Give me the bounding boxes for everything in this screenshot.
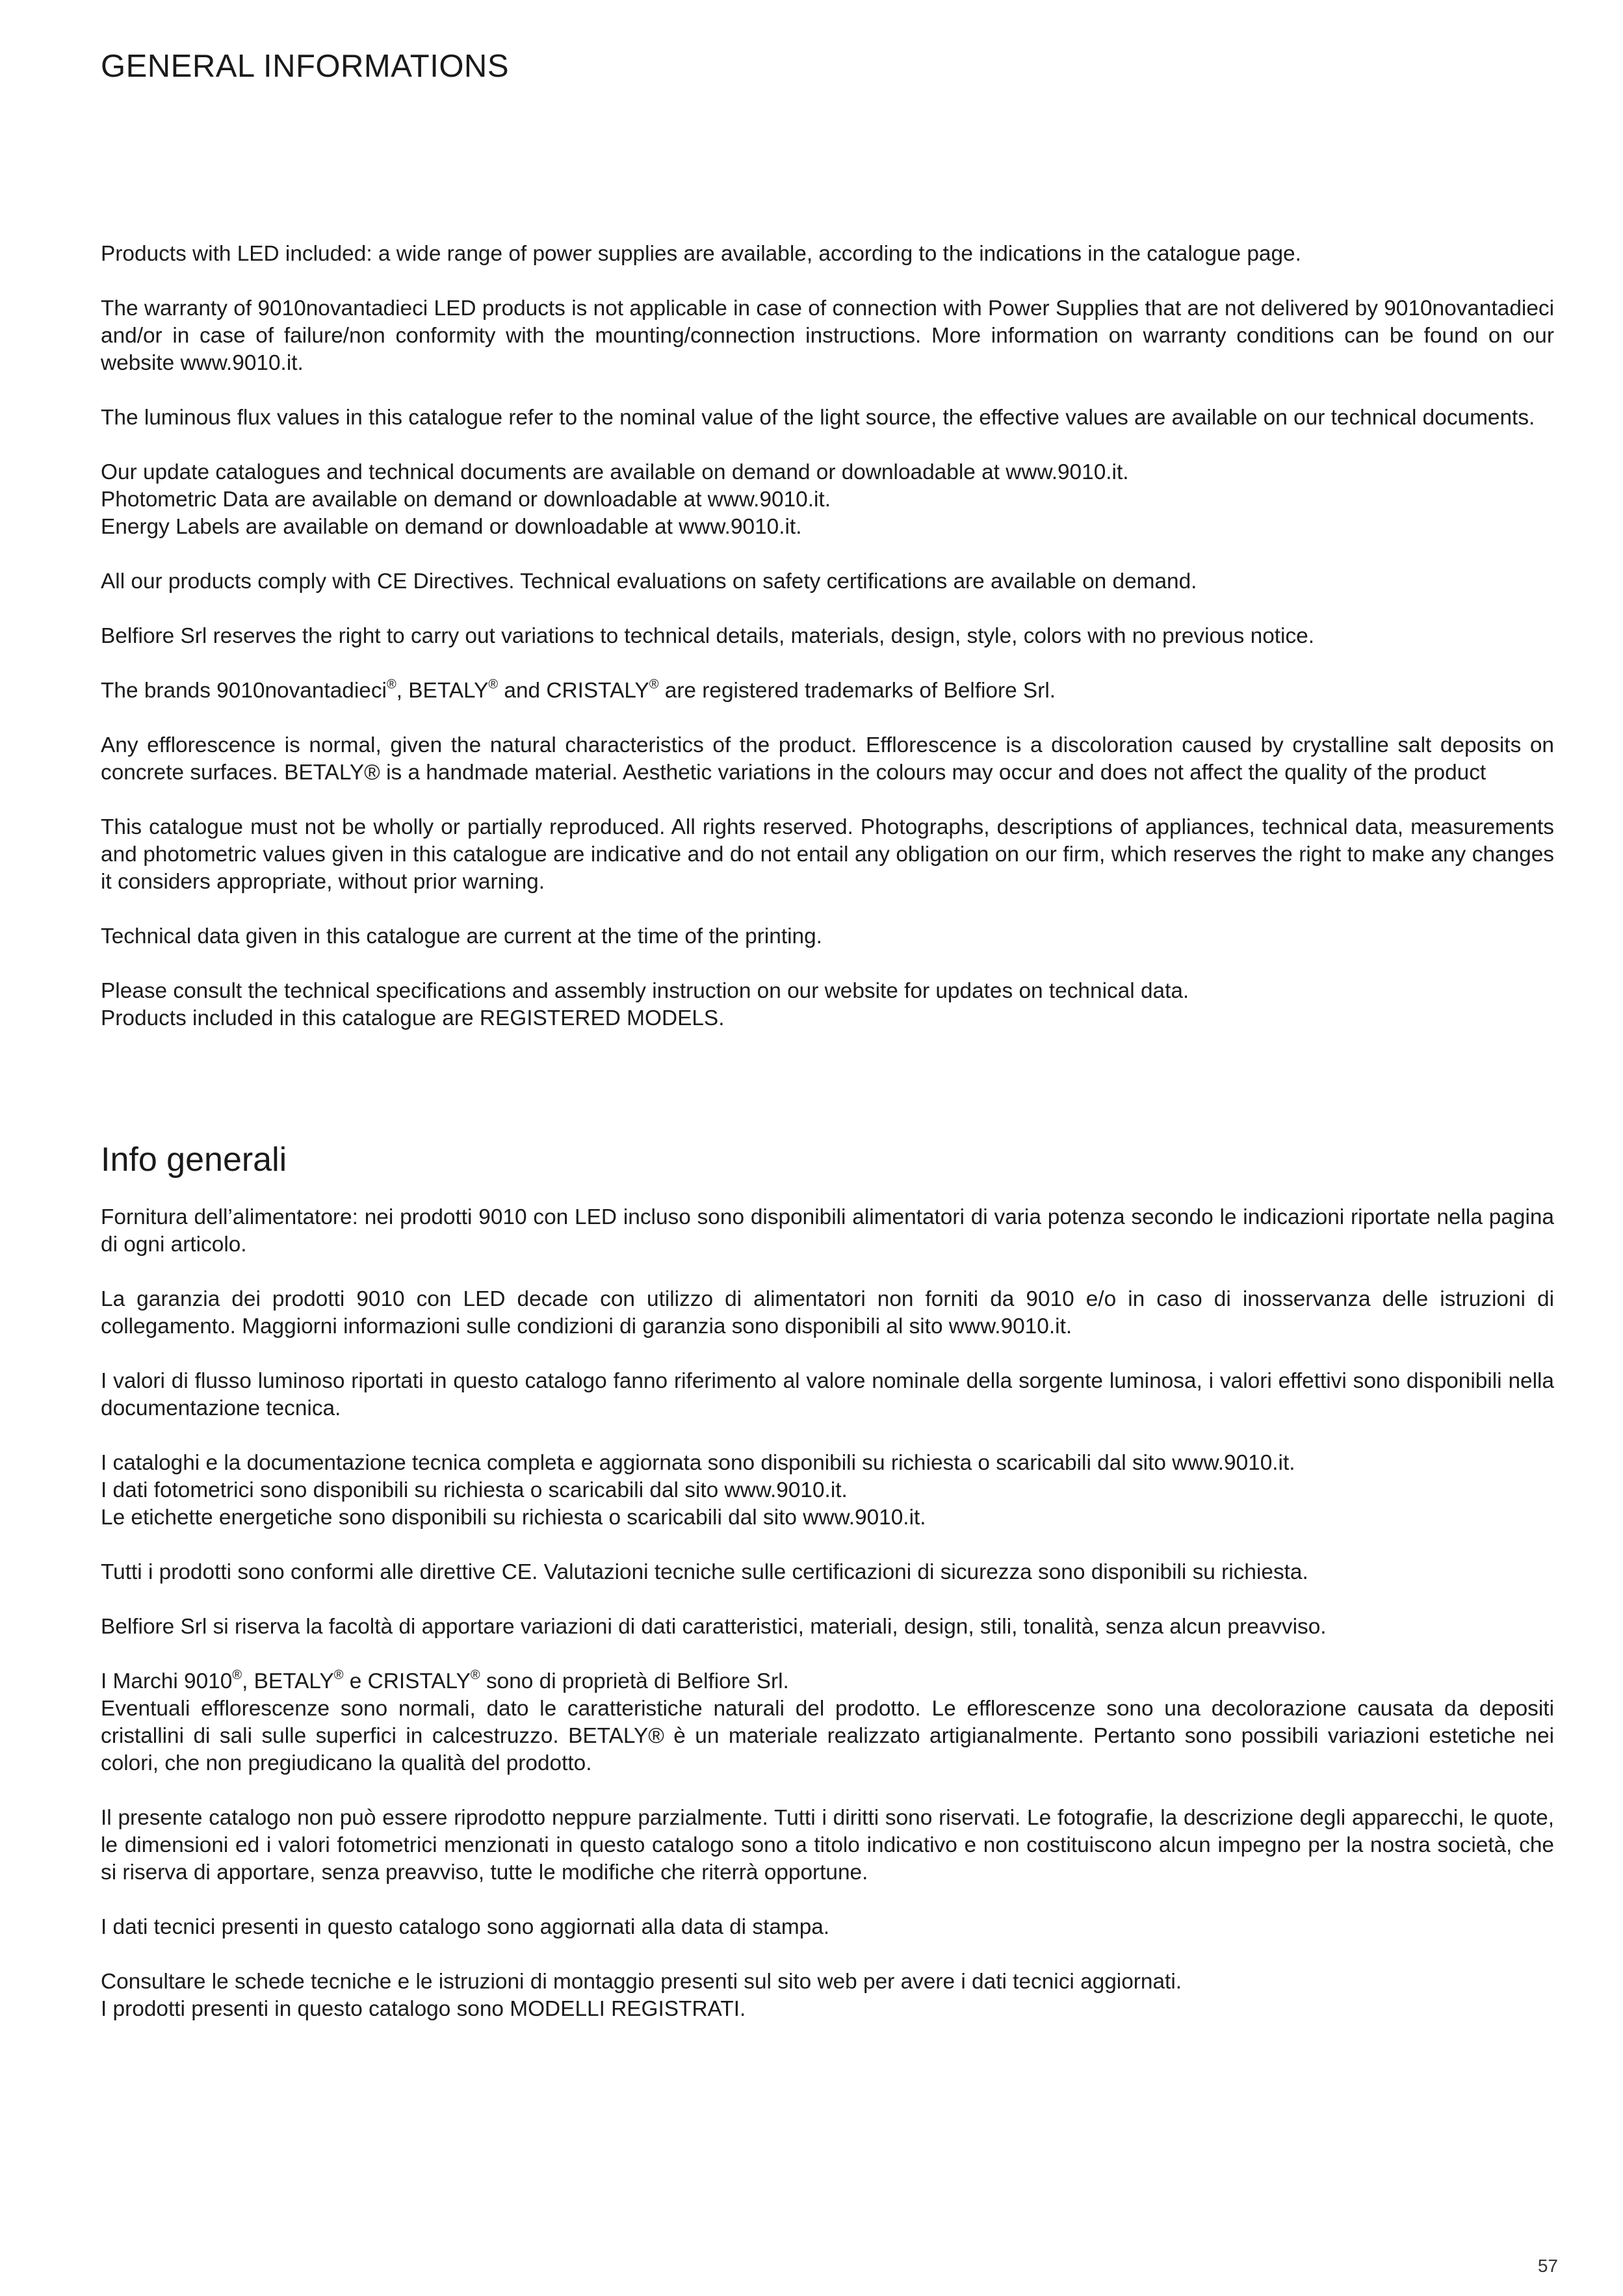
paragrafo-flusso-luminoso: I valori di flusso luminoso riportati in questo catalogo fanno riferimento al valore nominale della sorgente luminosa, i valori effettivi sono disponibili nella documentazione tecnica. — [101, 1369, 1554, 1420]
paragrafo-modelli-registrati — [101, 1968, 1554, 2023]
registered-mark: ® — [649, 677, 659, 692]
registered-mark: ® — [488, 677, 499, 692]
paragrafo-marchi — [101, 1668, 1554, 1777]
paragraph-warranty: The warranty of 9010novantadieci LED products is not applicable in case of connection with Power Supplies that are not delivered by 9010novantadieci and/or in case of failure/non conformity with the mounting/connection instructions. More information on warranty conditions can be found on our website www.9010.it. — [101, 296, 1554, 375]
paragraph-efflorescence: Any efflorescence is normal, given the natural characteristics of the product. Efflorescence is a discoloration caused by crystalline salt deposits on concrete surfaces. BETALY® is a handmade material. Aesthetic variations in the colours may occur and does not affect the quality of the product — [101, 733, 1554, 785]
marchi-riga-1 — [101, 1668, 1554, 1695]
marchi-efflorescenze: Eventuali efflorescenze sono normali, dato le caratteristiche naturali del prodotto. Le efflorescenze sono una decolorazione causata da depositi cristallini di sali sulle superfici in calcestruzzo. BETALY® è un materiale realizzato artigianalmente. Pertanto sono possibili variazioni estetiche nei colori, che non pregiudicano la qualità del prodotto. — [101, 1697, 1554, 1775]
paragraph-power-supplies: Products with LED included: a wide range of power supplies are available, according to the indications in the catalogue page. — [101, 242, 1301, 266]
downloads-line-energy-labels: Energy Labels are available on demand or downloadable at www.9010.it. — [101, 515, 802, 539]
registered-mark: ® — [232, 1668, 242, 1682]
paragrafo-variazioni: Belfiore Srl si riserva la facoltà di apportare variazioni di dati caratteristici, materiali, design, stili, tonalità, senza alcun preavviso. — [101, 1615, 1327, 1639]
registered-models-line-2: Products included in this catalogue are REGISTERED MODELS. — [101, 1006, 725, 1030]
marchi-text-4: sono di proprietà di Belfiore Srl. — [480, 1669, 789, 1693]
paragrafo-copyright: Il presente catalogo non può essere riprodotto neppure parzialmente. Tutti i diritti sono riservati. Le fotografie, la descrizione degli apparecchi, le quote, le dimensioni ed i valori fotometrici menzionati in questo catalogo sono a titolo indicativo e non costituiscono alcun impegno per la nostra società, che si riserva di apportare, senza preavviso, tutte le modifiche che riterrà opportune. — [101, 1806, 1554, 1885]
marchi-text-1: I Marchi 9010 — [101, 1669, 233, 1693]
page-title-en: GENERAL INFORMATIONS — [101, 49, 510, 84]
download-riga-fotometrici: I dati fotometrici sono disponibili su richiesta o scaricabili dal sito www.9010.it. — [101, 1478, 848, 1502]
paragrafo-dati-tecnici: I dati tecnici presenti in questo catalogo sono aggiornati alla data di stampa. — [101, 1915, 830, 1939]
paragraph-copyright: This catalogue must not be wholly or partially reproduced. All rights reserved. Photographs, descriptions of appliances, technical data, measurements and photometric values given in this catalogue are indicative and do not entail any obligation on our firm, which reserves the right to make any changes it considers appropriate, without prior warning. — [101, 815, 1554, 894]
paragraph-registered-models — [101, 978, 1554, 1032]
paragraph-technical-data: Technical data given in this catalogue are current at the time of the printing. — [101, 924, 822, 948]
marchi-text-2: , BETALY — [242, 1669, 334, 1693]
download-riga-cataloghi: I cataloghi e la documentazione tecnica completa e aggiornata sono disponibili su richiesta o scaricabili dal sito www.9010.it. — [101, 1451, 1295, 1475]
registered-mark: ® — [333, 1668, 344, 1682]
modelli-registrati-riga-2: I prodotti presenti in questo catalogo sono MODELLI REGISTRATI. — [101, 1997, 746, 2021]
paragraph-luminous-flux: The luminous flux values in this catalogue refer to the nominal value of the light source, the effective values are available on our technical documents. — [101, 406, 1535, 430]
trademarks-text-4: are registered trademarks of Belfiore Srl. — [658, 679, 1056, 703]
paragrafo-garanzia: La garanzia dei prodotti 9010 con LED decade con utilizzo di alimentatori non forniti da 9010 e/o in caso di inosservanza delle istruzioni di collegamento. Maggiorni informazioni sulle condizioni di garanzia sono disponibili al sito www.9010.it. — [101, 1287, 1554, 1338]
download-riga-etichette: Le etichette energetiche sono disponibili su richiesta o scaricabili dal sito www.9010.it. — [101, 1506, 926, 1530]
trademarks-text-3: and CRISTALY — [498, 679, 649, 703]
trademarks-text-1: The brands 9010novantadieci — [101, 679, 387, 703]
paragraph-trademarks — [101, 677, 1554, 705]
trademarks-text-2: , BETALY — [396, 679, 489, 703]
italian-section — [101, 1204, 1554, 2023]
paragrafo-direttive-ce: Tutti i prodotti sono conformi alle direttive CE. Valutazioni tecniche sulle certificazioni di sicurezza sono disponibili su richiesta. — [101, 1560, 1308, 1584]
paragrafo-download — [101, 1450, 1554, 1532]
paragraph-ce-directives: All our products comply with CE Directives. Technical evaluations on safety certifications are available on demand. — [101, 569, 1197, 594]
paragrafo-alimentatore: Fornitura dell’alimentatore: nei prodotti 9010 con LED incluso sono disponibili alimentatori di varia potenza secondo le indicazioni riportate nella pagina di ogni articolo. — [101, 1205, 1554, 1257]
registered-mark: ® — [470, 1668, 480, 1682]
english-section — [101, 241, 1554, 1032]
downloads-line-photometric: Photometric Data are available on demand or downloadable at www.9010.it. — [101, 488, 831, 512]
registered-mark: ® — [386, 677, 396, 692]
paragraph-variations: Belfiore Srl reserves the right to carry out variations to technical details, materials, design, style, colors with no previous notice. — [101, 624, 1315, 648]
registered-models-line-1: Please consult the technical specifications and assembly instruction on our website for updates on technical data. — [101, 979, 1189, 1003]
page-title-it: Info generali — [101, 1141, 287, 1179]
page-number: 57 — [1537, 2256, 1558, 2276]
downloads-line-catalogues: Our update catalogues and technical documents are available on demand or downloadable at www.9010.it. — [101, 460, 1129, 484]
modelli-registrati-riga-1: Consultare le schede tecniche e le istruzioni di montaggio presenti sul sito web per avere i dati tecnici aggiornati. — [101, 1970, 1182, 1994]
marchi-text-3: e CRISTALY — [343, 1669, 471, 1693]
paragraph-downloads — [101, 459, 1554, 541]
